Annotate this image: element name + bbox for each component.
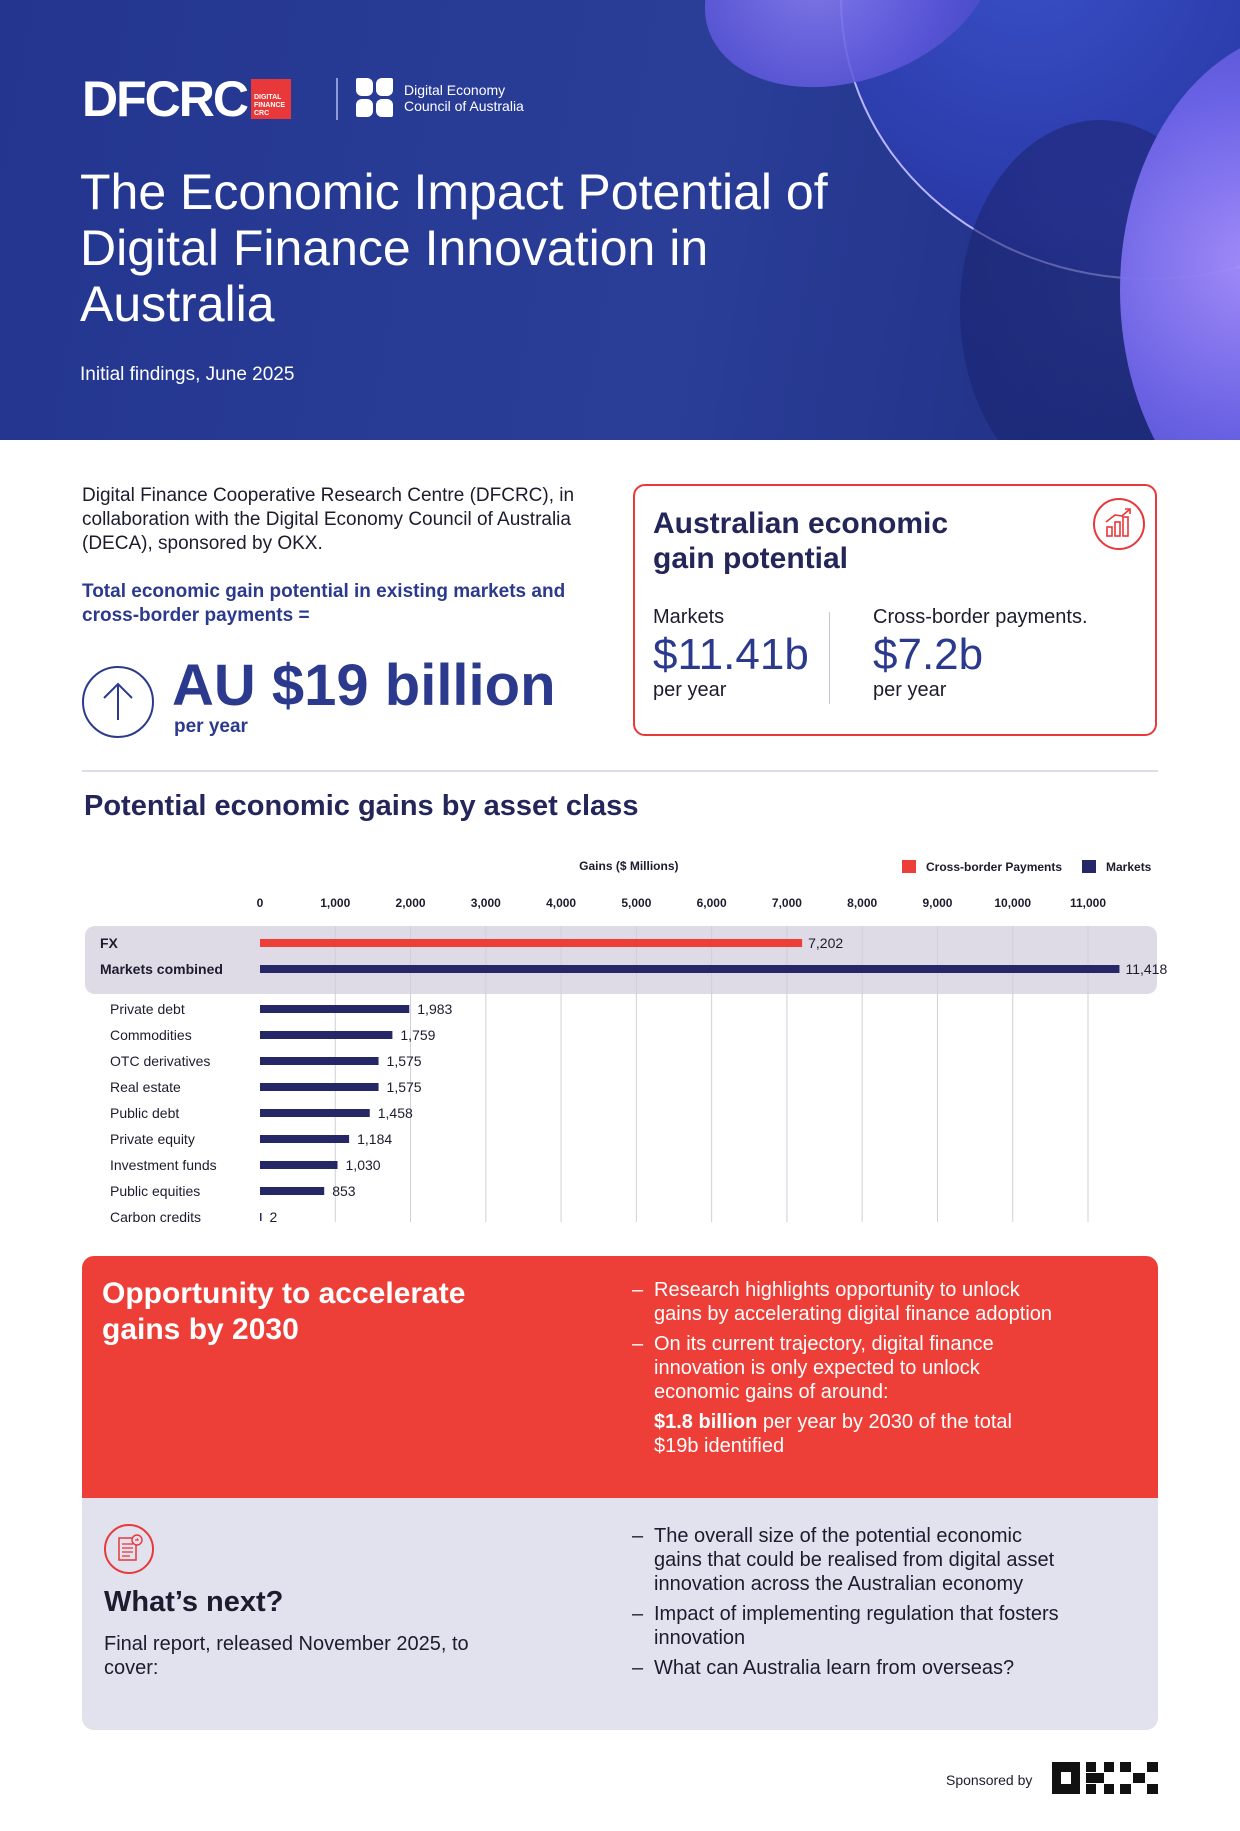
x-tick-label: 1,000 [320, 896, 351, 910]
x-tick-label: 11,000 [1069, 896, 1107, 910]
bar-category-label: Private equity [110, 1131, 195, 1147]
legend-label: Cross-border Payments [926, 860, 1063, 874]
x-tick-label: 3,000 [470, 896, 501, 910]
dfcrc-logo-text: DFCRC [82, 71, 247, 127]
cross-border-gain-unit: per year [873, 679, 947, 701]
x-tick-label: 5,000 [621, 896, 652, 910]
dfcrc-logo-tag: DIGITAL FINANCE CRC [251, 79, 291, 119]
highlight-amount: $1.8 billion [654, 1411, 758, 1433]
bar-category-label: Markets combined [100, 961, 223, 977]
bar-category-label: OTC derivatives [110, 1053, 211, 1069]
cross-border-gain-label: Cross-border payments. [873, 606, 1088, 628]
bar-value-label: 1,184 [357, 1131, 393, 1147]
bar [260, 965, 1119, 973]
bar [260, 1213, 262, 1221]
bar-category-label: Real estate [110, 1079, 181, 1095]
bar-category-label: Commodities [110, 1027, 192, 1043]
x-tick-label: 2,000 [395, 896, 426, 910]
bar [260, 1083, 379, 1091]
whats-next-bullet: – What can Australia learn from overseas? [632, 1656, 1072, 1680]
deca-logo [356, 78, 524, 118]
page-title: The Economic Impact Potential of Digital Finance Innovation in Australia [80, 164, 828, 332]
growth-chart-icon [1093, 498, 1145, 550]
bar-value-label: 1,575 [386, 1079, 422, 1095]
opportunity-bullet: – Research highlights opportunity to unlock gains by accelerating digital finance adoption [632, 1278, 1062, 1326]
opportunity-bullet: – On its current trajectory, digital finance innovation is only expected to unlock economic gains of around: [632, 1332, 1062, 1404]
intro-text: Digital Finance Cooperative Research Centre (DFCRC), in collaboration with the Digital Economy Council of Australia (DECA), sponsored by OKX. [82, 485, 575, 554]
legend-swatch [1082, 860, 1096, 873]
okx-logo [1052, 1762, 1158, 1794]
highlight-band [85, 926, 1157, 994]
x-tick-label: 8,000 [847, 896, 878, 910]
bar [260, 1109, 370, 1117]
whats-next-text: Final report, released November 2025, to cover: [104, 1633, 469, 1679]
markets-gain-value: $11.41b [653, 630, 809, 679]
whats-next-bullet: – The overall size of the potential economic gains that could be realised from digital asset innovation across the Australian economy [632, 1524, 1072, 1596]
x-tick-label: 6,000 [696, 896, 727, 910]
bar-value-label: 1,575 [386, 1053, 422, 1069]
asset-class-bar-chart [0, 840, 1240, 1240]
x-tick-label: 4,000 [546, 896, 577, 910]
bar-value-label: 853 [332, 1183, 356, 1199]
bar-category-label: FX [100, 935, 118, 951]
bar [260, 1161, 338, 1169]
bar-category-label: Private debt [110, 1001, 185, 1017]
x-tick-label: 0 [256, 896, 264, 910]
bar-category-label: Public equities [110, 1183, 201, 1199]
bar-value-label: 1,759 [400, 1027, 436, 1043]
bar [260, 1187, 324, 1195]
opportunity-title: Opportunity to accelerate gains by 2030 [102, 1277, 466, 1346]
bar-value-label: 7,202 [808, 935, 844, 951]
bar [260, 939, 802, 947]
dfcrc-logo [82, 71, 291, 127]
markets-gain-unit: per year [653, 679, 727, 701]
opportunity-highlight [632, 1410, 1062, 1458]
legend-swatch [902, 860, 916, 873]
whats-next-title: What’s next? [104, 1586, 284, 1618]
bar [260, 1031, 392, 1039]
bar [260, 1005, 409, 1013]
whats-next-list [632, 1524, 1072, 1686]
bar-category-label: Public debt [110, 1105, 180, 1121]
logo-divider [336, 78, 338, 120]
bar-value-label: 1,030 [345, 1157, 381, 1173]
whats-next-bullet: – Impact of implementing regulation that fosters innovation [632, 1602, 1072, 1650]
bar [260, 1057, 379, 1065]
header-banner [0, 0, 1240, 440]
deca-logo-name [404, 82, 524, 114]
x-tick-label: 7,000 [771, 896, 802, 910]
total-gain-label: Total economic gain potential in existing markets and cross-border payments = [82, 581, 566, 626]
opportunity-panel [82, 1256, 1158, 1498]
markets-gain-label: Markets [653, 606, 725, 628]
x-tick-label: 10,000 [994, 896, 1032, 910]
total-gain-value: AU $19 billion [172, 653, 556, 718]
bar-value-label: 11,418 [1125, 961, 1168, 977]
x-tick-label: 9,000 [922, 896, 953, 910]
cross-border-gain-value: $7.2b [873, 630, 984, 679]
document-icon [104, 1524, 154, 1574]
gain-potential-card [633, 484, 1157, 736]
section-divider [82, 770, 1158, 772]
highlight-text: per year by 2030 of the total $19b identified [654, 1411, 1012, 1457]
whats-next-panel [82, 1498, 1158, 1730]
deca-name-line1: Digital Economy [404, 82, 506, 98]
page-subtitle: Initial findings, June 2025 [80, 364, 295, 385]
x-axis-title: Gains ($ Millions) [579, 859, 679, 873]
bar-value-label: 1,983 [417, 1001, 453, 1017]
sponsored-by-label: Sponsored by [946, 1772, 1033, 1788]
chart-heading: Potential economic gains by asset class [84, 790, 639, 822]
gain-card-title: Australian economic gain potential [653, 507, 949, 575]
legend-label: Markets [1106, 860, 1152, 874]
arrow-up-icon [82, 666, 154, 738]
opportunity-list [632, 1278, 1062, 1458]
total-gain-unit: per year [174, 716, 248, 737]
bar-category-label: Investment funds [110, 1157, 217, 1173]
bar-value-label: 1,458 [377, 1105, 413, 1121]
markets-gain [653, 606, 809, 702]
bar [260, 1135, 349, 1143]
gain-divider [829, 612, 830, 704]
deca-logo-mark-icon [356, 78, 394, 118]
deca-name-line2: Council of Australia [404, 98, 524, 114]
cross-border-gain [873, 606, 1088, 702]
bar-value-label: 2 [269, 1209, 278, 1225]
bar-category-label: Carbon credits [110, 1209, 202, 1225]
